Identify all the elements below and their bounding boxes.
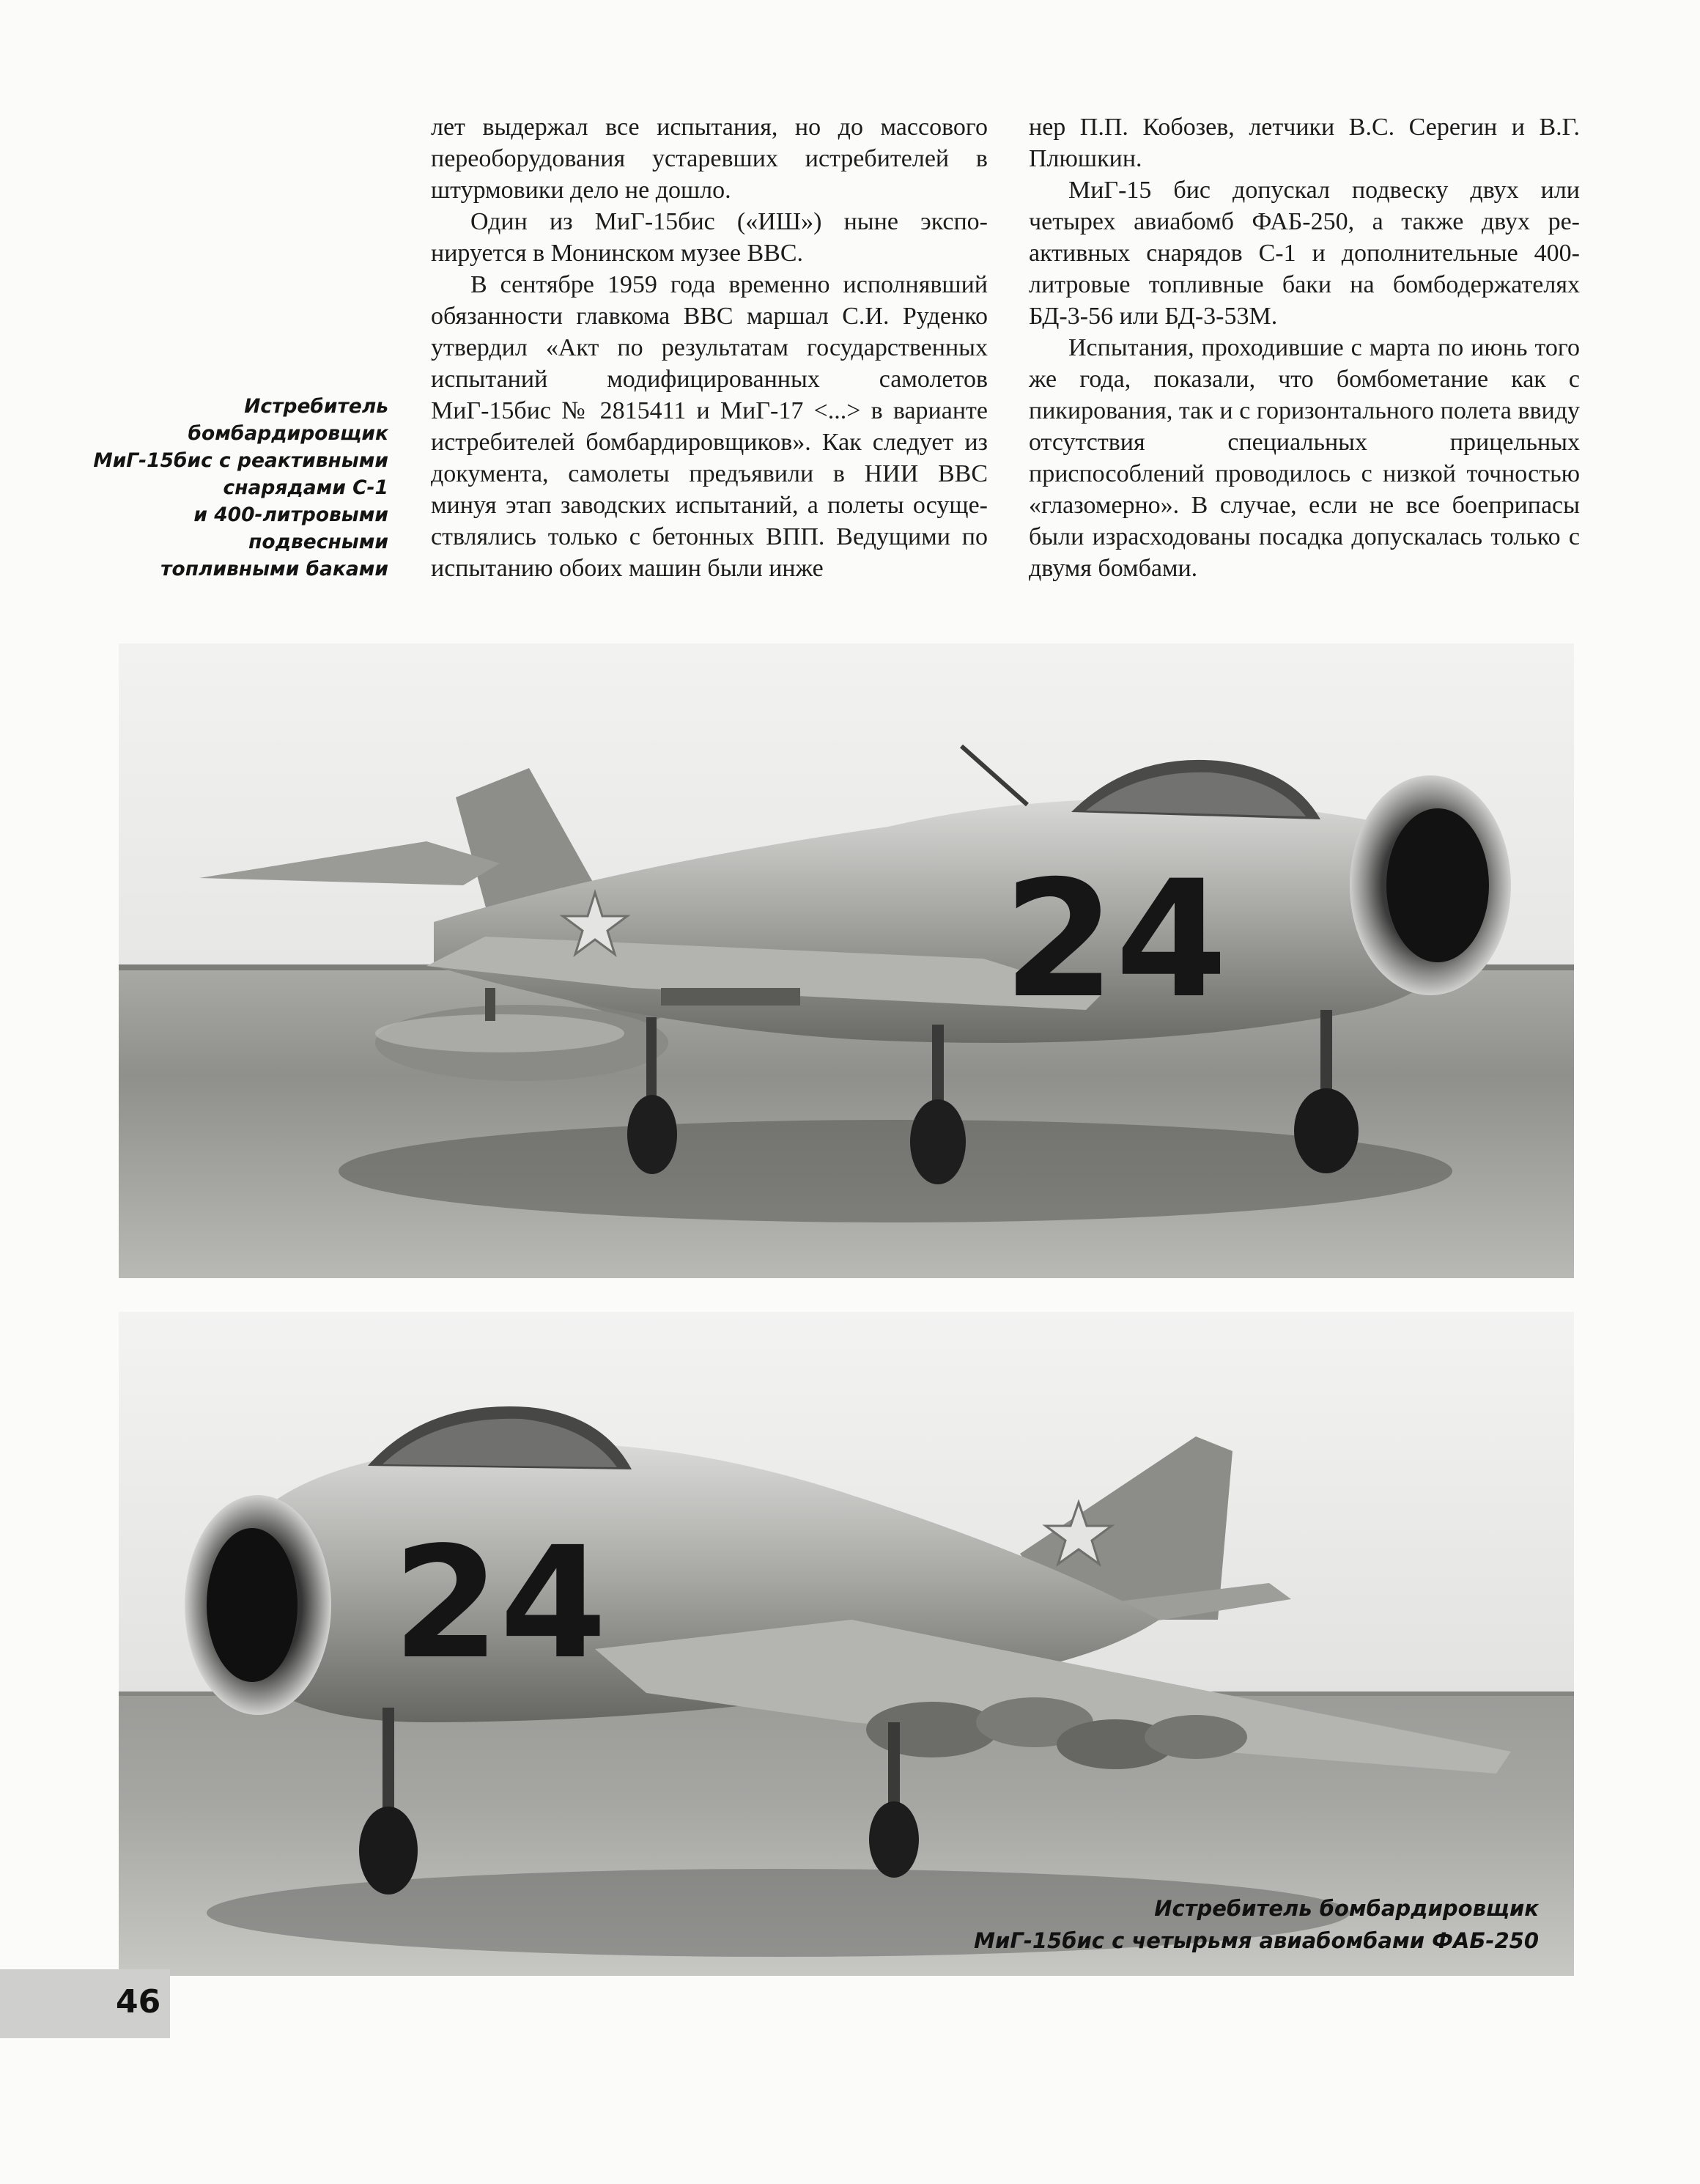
side-caption-line: бомбардировщик [188,422,388,445]
bottom-caption-line: МиГ-15бис с четырьмя авиабомбами ФАБ-250 [974,1928,1539,1953]
text-column-right [1029,111,1580,584]
bottom-photo-caption [974,1892,1539,1957]
side-photo-caption [59,393,388,583]
aircraft-photo-illustration [119,1312,1574,1976]
aircraft-side-number: 24 [392,1513,607,1693]
paragraph: нер П.П. Кобозев, летчики В.С. Серегин и В.Г. Плюшкин. [1029,114,1580,172]
bottom-caption-line: Истребитель бомбардировщик [1154,1896,1539,1921]
photo-mig15-with-drop-tank [119,643,1574,1278]
aircraft-side-number: 24 [1002,846,1228,1033]
paragraph: лет выдержал все испытания, но до массового переоборудования устаревших истребителей в штурмовики дело не дошло. [431,114,988,204]
paragraph: Один из МиГ-15бис («ИШ») ныне экспонируется в Монинском музее ВВС. [431,208,988,267]
text-column-middle [431,111,988,584]
side-caption-line: снарядами С-1 [223,476,388,499]
side-caption-line: и 400-литровыми [193,503,388,526]
paragraph: В сентябре 1959 года временно исполнявший обязанности главкома ВВС маршал С.И. Руденко утвердил «Акт по результатам государственных испытаний модифицированных самолетов МиГ-15бис № 2815411 и МиГ-17 <...> в варианте истребителей бомбардировщиков». Как следует из документа, самолеты предъявили в НИИ ВВС минуя этап заводских испытаний, а полеты осуществлялись только с бетонных ВПП. Ведущими по испытанию обоих машин были инже [431,271,988,582]
side-caption-line: подвесными [248,531,388,553]
paragraph: МиГ-15 бис допускал подвеску двух или четырех авиабомб ФАБ-250, а также двух реактивных снарядов С-1 и дополнительные 400-литровые топливные баки на бомбодержателях БД-3-56 или БД-3-53М. [1029,177,1580,330]
aircraft-photo-illustration [119,643,1574,1278]
bomb-fab-250 [1145,1715,1247,1759]
aircraft-shadow [339,1120,1452,1222]
photo-mig15-with-four-bombs [119,1312,1574,1976]
side-caption-line: Истребитель [244,395,388,418]
side-caption-line: топливными баками [160,558,388,580]
page-number: 46 [116,1983,161,2021]
paragraph: Испытания, проходившие с марта по июнь того же года, показали, что бомбометание как с пикирования, так и с горизонтального полета ввиду отсутствия специальных прицельных приспособлений проводилось с низкой точностью «глазомерно». В случае, если не все боеприпасы были израсходованы посадка допускалась только с двумя бомбами. [1029,334,1580,582]
rocket-pylon [661,988,800,1006]
side-caption-line: МиГ-15бис с реактивными [93,449,388,472]
bomb-fab-250 [866,1702,998,1757]
